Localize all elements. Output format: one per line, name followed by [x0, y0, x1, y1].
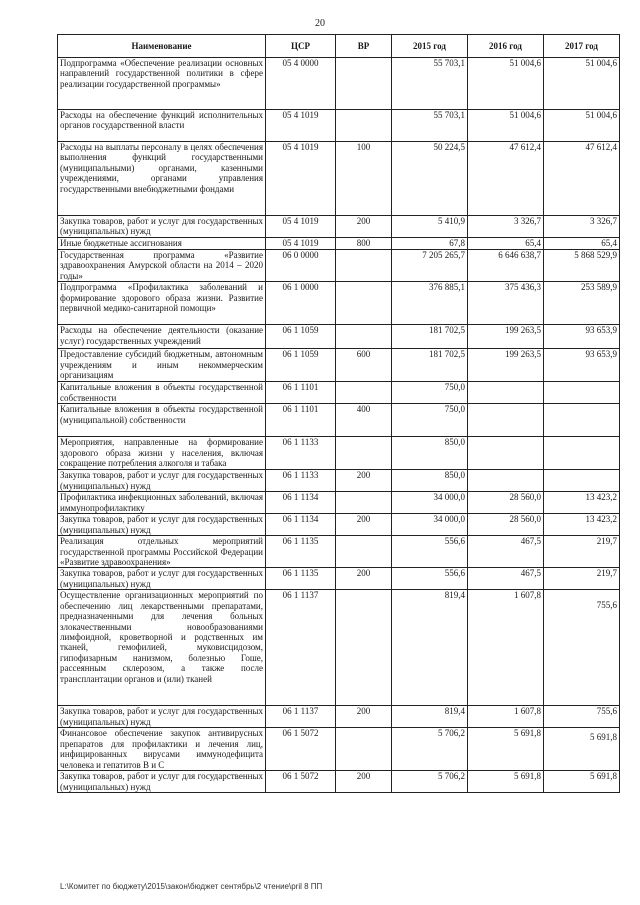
cell-2015: 376 885,1 [392, 282, 468, 325]
cell-2017: 5 691,8 [544, 728, 620, 771]
cell-vr [336, 728, 392, 771]
cell-2017: 3 326,7 [544, 216, 620, 238]
cell-name: Расходы на обеспечение деятельности (оказание услуг) государственных учреждений [58, 325, 266, 349]
cell-vr: 600 [336, 349, 392, 382]
cell-vr [336, 536, 392, 568]
cell-name: Закупка товаров, работ и услуг для государственных (муниципальных) нужд [58, 216, 266, 238]
cell-name: Закупка товаров, работ и услуг для государственных (муниципальных) нужд [58, 771, 266, 793]
cell-2017: 5 691,8 [544, 771, 620, 793]
cell-2016: 6 646 638,7 [468, 250, 544, 282]
header-2015: 2015 год [392, 35, 468, 58]
cell-vr: 100 [336, 142, 392, 216]
cell-2016: 467,5 [468, 536, 544, 568]
cell-2017: 47 612,4 [544, 142, 620, 216]
cell-2017: 13 423,2 [544, 514, 620, 536]
cell-csr: 06 1 1135 [266, 568, 336, 590]
cell-csr: 05 4 0000 [266, 58, 336, 110]
cell-2016: 28 560,0 [468, 492, 544, 514]
cell-2015: 50 224,5 [392, 142, 468, 216]
cell-name: Осуществление организационных мероприятий по обеспечению лиц лекарственными препаратами, предназначенными для лечения больных злокачественными новообразованиями лимфоидной, кроветворной и родственных им тканей, гемофилией, муковисцидозом, гипофизарным нанизмом, болезнью Гоше, рассеянным склерозом, а также после трансплантации органов и (или) тканей [58, 590, 266, 706]
cell-csr: 06 1 1133 [266, 437, 336, 470]
cell-2015: 819,4 [392, 590, 468, 706]
cell-2016: 1 607,8 [468, 706, 544, 728]
cell-2017: 219,7 [544, 536, 620, 568]
cell-name: Закупка товаров, работ и услуг для государственных (муниципальных) нужд [58, 706, 266, 728]
cell-csr: 06 1 1134 [266, 514, 336, 536]
cell-vr: 400 [336, 404, 392, 437]
cell-2016: 47 612,4 [468, 142, 544, 216]
table-row [58, 728, 620, 771]
cell-csr: 05 4 1019 [266, 110, 336, 142]
cell-name: Государственная программа «Развитие здравоохранения Амурской области на 2014 – 2020 годы» [58, 250, 266, 282]
cell-csr: 06 1 1059 [266, 325, 336, 349]
cell-2016: 375 436,3 [468, 282, 544, 325]
cell-csr: 06 1 5072 [266, 771, 336, 793]
table-row [58, 437, 620, 470]
cell-2015: 5 706,2 [392, 728, 468, 771]
cell-2015: 5 410,9 [392, 216, 468, 238]
header-2017: 2017 год [544, 35, 620, 58]
cell-name: Предоставление субсидий бюджетным, автономным учреждениям и иным некоммерческим организациям [58, 349, 266, 382]
cell-2016: 5 691,8 [468, 728, 544, 771]
cell-2017 [544, 382, 620, 404]
cell-name: Капитальные вложения в объекты государственной (муниципальной) собственности [58, 404, 266, 437]
table-row [58, 514, 620, 536]
cell-2016: 199 263,5 [468, 325, 544, 349]
cell-2015: 556,6 [392, 536, 468, 568]
table-row [58, 142, 620, 216]
cell-2016: 51 004,6 [468, 110, 544, 142]
cell-csr: 06 1 1101 [266, 404, 336, 437]
cell-2015: 850,0 [392, 470, 468, 492]
cell-name: Капитальные вложения в объекты государственной собственности [58, 382, 266, 404]
cell-vr: 200 [336, 514, 392, 536]
cell-2015: 67,8 [392, 238, 468, 250]
table-row [58, 568, 620, 590]
cell-vr: 200 [336, 216, 392, 238]
cell-vr [336, 110, 392, 142]
cell-vr [336, 437, 392, 470]
cell-name: Реализация отдельных мероприятий государственной программы Российской Федерации «Развитие здравоохранения» [58, 536, 266, 568]
cell-csr: 06 0 0000 [266, 250, 336, 282]
cell-name: Расходы на выплаты персоналу в целях обеспечения выполнения функций государственными (муниципальными) органами, казенными учреждениями, органами управления государственными внебюджетными фондами [58, 142, 266, 216]
file-path-footer: L:\Комитет по бюджету\2015\закон\бюджет сентябрь\2 чтение\pril 8 ПП [60, 882, 323, 891]
cell-2016: 199 263,5 [468, 349, 544, 382]
cell-name: Финансовое обеспечение закупок антивирусных препаратов для профилактики и лечения лиц, инфицированных вирусами иммунодефицита человека и гепатитов В и С [58, 728, 266, 771]
cell-2016: 467,5 [468, 568, 544, 590]
cell-name: Иные бюджетные ассигнования [58, 238, 266, 250]
header-vr: ВР [336, 35, 392, 58]
cell-name: Закупка товаров, работ и услуг для государственных (муниципальных) нужд [58, 568, 266, 590]
cell-name: Расходы на обеспечение функций исполнительных органов государственной власти [58, 110, 266, 142]
cell-2015: 55 703,1 [392, 58, 468, 110]
cell-csr: 06 1 1135 [266, 536, 336, 568]
cell-2017: 51 004,6 [544, 58, 620, 110]
table-row [58, 58, 620, 110]
cell-csr: 06 1 0000 [266, 282, 336, 325]
cell-csr: 06 1 1137 [266, 706, 336, 728]
cell-vr: 200 [336, 470, 392, 492]
table-row [58, 325, 620, 349]
cell-csr: 05 4 1019 [266, 238, 336, 250]
budget-table [57, 34, 620, 793]
cell-csr: 05 4 1019 [266, 142, 336, 216]
table-header-row [58, 35, 620, 58]
cell-2017: 13 423,2 [544, 492, 620, 514]
cell-csr: 06 1 5072 [266, 728, 336, 771]
cell-2016: 1 607,8 [468, 590, 544, 706]
cell-2015: 181 702,5 [392, 349, 468, 382]
cell-2015: 34 000,0 [392, 514, 468, 536]
cell-vr [336, 250, 392, 282]
table-row [58, 404, 620, 437]
table-row [58, 492, 620, 514]
cell-2017: 253 589,9 [544, 282, 620, 325]
table-row [58, 238, 620, 250]
header-name: Наименование [58, 35, 266, 58]
cell-2015: 750,0 [392, 382, 468, 404]
cell-csr: 06 1 1137 [266, 590, 336, 706]
cell-2016: 28 560,0 [468, 514, 544, 536]
cell-2015: 750,0 [392, 404, 468, 437]
cell-csr: 06 1 1134 [266, 492, 336, 514]
cell-2017: 51 004,6 [544, 110, 620, 142]
cell-name: Подпрограмма «Профилактика заболеваний и формирование здорового образа жизни. Развитие первичной медико-санитарной помощи» [58, 282, 266, 325]
cell-vr: 200 [336, 568, 392, 590]
cell-2017: 755,6 [544, 590, 620, 706]
cell-2016 [468, 404, 544, 437]
cell-2016: 3 326,7 [468, 216, 544, 238]
cell-2016: 65,4 [468, 238, 544, 250]
cell-2015: 7 205 265,7 [392, 250, 468, 282]
table-row [58, 110, 620, 142]
cell-2015: 34 000,0 [392, 492, 468, 514]
cell-vr [336, 325, 392, 349]
cell-2015: 556,6 [392, 568, 468, 590]
cell-2017: 755,6 [544, 706, 620, 728]
cell-2015: 181 702,5 [392, 325, 468, 349]
cell-csr: 06 1 1101 [266, 382, 336, 404]
cell-2017 [544, 404, 620, 437]
table-row [58, 536, 620, 568]
cell-csr: 05 4 1019 [266, 216, 336, 238]
cell-2017 [544, 470, 620, 492]
table-row [58, 216, 620, 238]
cell-2016: 5 691,8 [468, 771, 544, 793]
cell-vr [336, 282, 392, 325]
table-row [58, 382, 620, 404]
cell-vr [336, 382, 392, 404]
cell-vr [336, 492, 392, 514]
table-row [58, 349, 620, 382]
cell-vr [336, 58, 392, 110]
cell-2017 [544, 437, 620, 470]
table-row [58, 771, 620, 793]
table-row [58, 590, 620, 706]
cell-2016 [468, 382, 544, 404]
cell-name: Закупка товаров, работ и услуг для государственных (муниципальных) нужд [58, 470, 266, 492]
cell-2016 [468, 437, 544, 470]
cell-2015: 850,0 [392, 437, 468, 470]
cell-csr: 06 1 1133 [266, 470, 336, 492]
table-row [58, 250, 620, 282]
header-csr: ЦСР [266, 35, 336, 58]
cell-2017: 93 653,9 [544, 349, 620, 382]
table-row [58, 470, 620, 492]
table-row [58, 282, 620, 325]
cell-vr: 200 [336, 771, 392, 793]
cell-name: Мероприятия, направленные на формирование здорового образа жизни у населения, включая сокращение потребления алкоголя и табака [58, 437, 266, 470]
cell-name: Закупка товаров, работ и услуг для государственных (муниципальных) нужд [58, 514, 266, 536]
cell-vr: 200 [336, 706, 392, 728]
cell-2017: 5 868 529,9 [544, 250, 620, 282]
cell-2015: 55 703,1 [392, 110, 468, 142]
cell-2015: 5 706,2 [392, 771, 468, 793]
cell-2017: 65,4 [544, 238, 620, 250]
table-row [58, 706, 620, 728]
cell-2017: 219,7 [544, 568, 620, 590]
cell-2015: 819,4 [392, 706, 468, 728]
cell-vr [336, 590, 392, 706]
cell-vr: 800 [336, 238, 392, 250]
page-number: 20 [315, 18, 325, 29]
cell-name: Подпрограмма «Обеспечение реализации основных направлений государственной политики в сфере реализации государственной программы» [58, 58, 266, 110]
header-2016: 2016 год [468, 35, 544, 58]
cell-2016 [468, 470, 544, 492]
cell-csr: 06 1 1059 [266, 349, 336, 382]
cell-2017: 93 653,9 [544, 325, 620, 349]
cell-name: Профилактика инфекционных заболеваний, включая иммунопрофилактику [58, 492, 266, 514]
cell-2016: 51 004,6 [468, 58, 544, 110]
